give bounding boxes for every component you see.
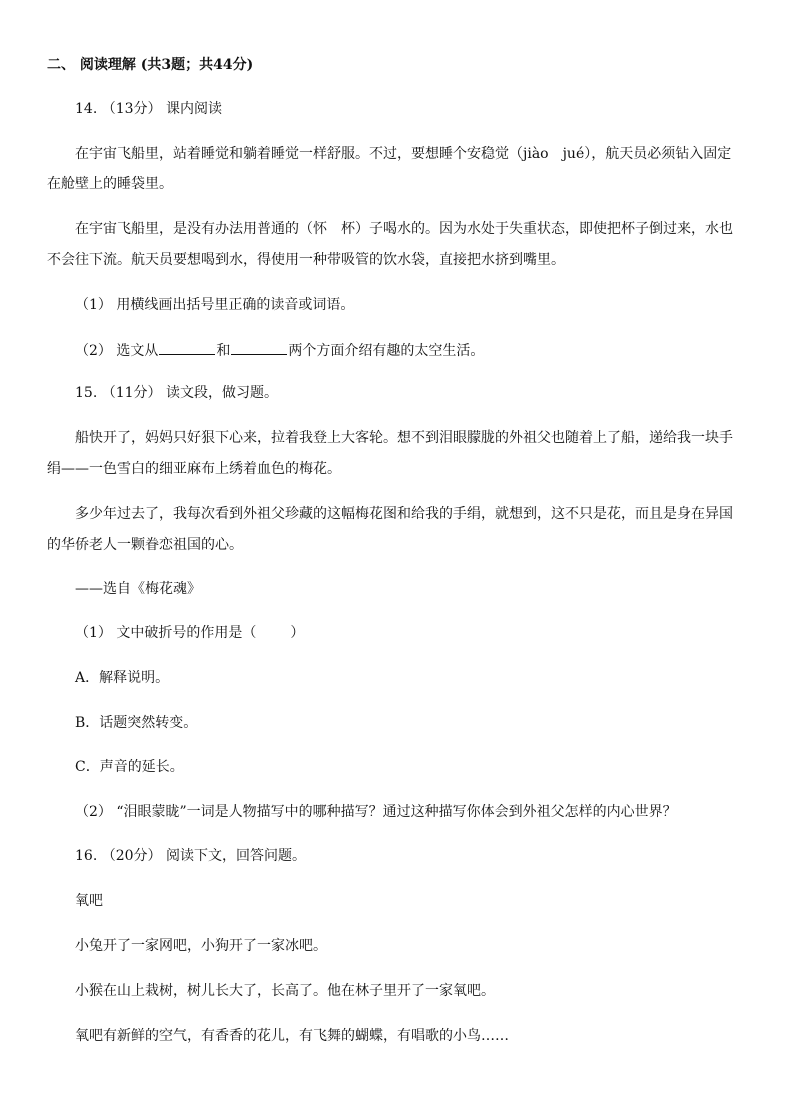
q15-sub1-text-a: （1） 文中破折号的作用是（ — [75, 625, 257, 641]
q15-option-c[interactable]: C．声音的延长。 — [75, 759, 184, 775]
answer-blank-2[interactable] — [231, 340, 287, 355]
q15-sub2: （2） “泪眼蒙眬”一词是人物描写中的哪种描写？通过这种描写你体会到外祖父怎样的内心世界？ — [75, 804, 677, 820]
q14-para1-line2: 在舱壁上的睡袋里。 — [47, 176, 173, 192]
q15-para1-line2: 绢——一色雪白的细亚麻布上绣着血色的梅花。 — [47, 461, 341, 477]
q14-header: 14. （13分） 课内阅读 — [75, 101, 222, 117]
q16-title: 氧吧 — [75, 893, 103, 909]
q14-sub2-text-c: 两个方面介绍有趣的太空生活。 — [288, 343, 485, 359]
q15-sub1-text-b: ） — [290, 625, 305, 641]
q14-sub2-text-a: （2） 选文从 — [75, 343, 159, 359]
q15-para1-line1: 船快开了，妈妈只好狠下心来，拉着我登上大客轮。想不到泪眼朦胧的外祖父也随着上了船，递给我一块手 — [75, 430, 733, 446]
q15-para2-line2: 的华侨老人一颗眷恋祖国的心。 — [47, 537, 243, 553]
q15-para2-line1: 多少年过去了，我每次看到外祖父珍藏的这幅梅花图和给我的手绢，就想到，这不只是花，而且是身在异国 — [75, 506, 733, 522]
q16-line1: 小兔开了一家网吧，小狗开了一家冰吧。 — [75, 938, 327, 954]
q15-sub1 — [75, 624, 304, 642]
q16-header: 16. （20分） 阅读下文，回答问题。 — [75, 848, 306, 864]
q14-para1-line1: 在宇宙飞船里，站着睡觉和躺着睡觉一样舒服。不过，要想睡个安稳觉（jiào jué），航天员必须钻入固定 — [75, 146, 732, 162]
q14-sub1: （1） 用横线画出括号里正确的读音或词语。 — [75, 297, 355, 313]
q16-line2: 小猴在山上栽树，树儿长大了，长高了。他在林子里开了一家氧吧。 — [75, 983, 495, 999]
q15-option-a[interactable]: A．解释说明。 — [75, 670, 170, 686]
q15-header: 15. （11分） 读文段，做习题。 — [75, 385, 278, 401]
answer-blank-1[interactable] — [159, 340, 215, 355]
q14-para2-line1: 在宇宙飞船里，是没有办法用普通的（怀 杯）子喝水的。因为水处于失重状态，即使把杯子倒过来，水也 — [75, 221, 733, 237]
q15-source: ——选自《梅花魂》 — [75, 581, 201, 597]
q14-para2-line2: 不会往下流。航天员要想喝到水，得使用一种带吸管的饮水袋，直接把水挤到嘴里。 — [47, 252, 565, 268]
q14-sub2 — [75, 340, 484, 360]
section-title: 二、 阅读理解 (共3题；共44分) — [47, 57, 254, 73]
q16-line3: 氧吧有新鲜的空气，有香香的花儿，有飞舞的蝴蝶，有唱歌的小鸟…… — [75, 1028, 509, 1044]
q14-sub2-text-b: 和 — [216, 343, 231, 359]
q15-option-b[interactable]: B．话题突然转变。 — [75, 715, 198, 731]
